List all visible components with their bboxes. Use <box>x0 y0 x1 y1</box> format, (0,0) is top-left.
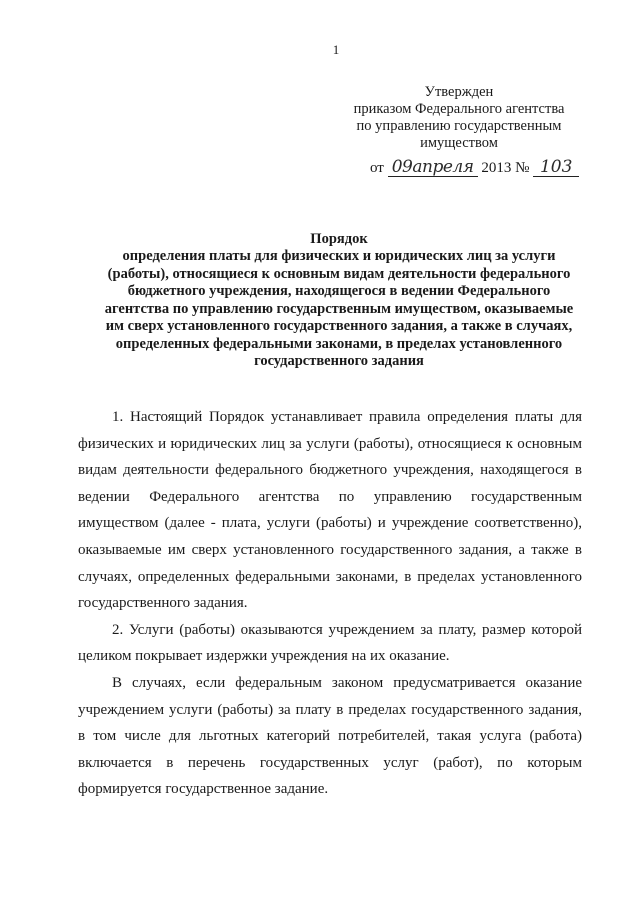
text-line: имуществом (далее - плата, услуги (работы) и учреждение соответственно), <box>78 515 582 532</box>
text-line: государственного задания. <box>78 595 248 612</box>
text-line: физических и юридических лиц за услуги (работы), относящиеся к основным <box>78 435 582 452</box>
text-line: видам деятельности федерального бюджетного учреждения, находящегося в <box>78 462 582 479</box>
document-subtitle <box>78 248 600 371</box>
text-line: 1. Настоящий Порядок устанавливает правила определения платы для <box>112 409 582 425</box>
page-number: 1 <box>332 42 340 57</box>
subtitle-line: агентства по управлению государственным имуществом, оказываемые <box>104 300 574 317</box>
approval-line: приказом Федерального агентства <box>353 101 565 117</box>
paragraph-1 <box>78 404 582 617</box>
subtitle-line: определенных федеральными законами, в пределах установленного <box>115 335 563 352</box>
approval-line: Утвержден <box>424 84 494 100</box>
subtitle-line: бюджетного учреждения, находящегося в ведении Федерального <box>127 283 551 299</box>
approval-block <box>330 84 588 152</box>
order-year-number-label: 2013 № <box>481 160 530 176</box>
text-line: учреждением услуги (работы) за плату в пределах государственного задания, <box>78 701 582 718</box>
approval-line: по управлению государственным <box>356 118 562 134</box>
subtitle-line: (работы), относящиеся к основным видам деятельности федерального <box>107 265 571 282</box>
text-line: случаях, определенных федеральными законами, в пределах установленного <box>78 568 582 585</box>
text-line: в том числе для льготных категорий потребителей, такая услуга (работа) <box>78 728 582 745</box>
text-line: оказываемые им сверх установленного государственного задания, а также в <box>78 541 582 558</box>
text-line: целиком покрывает издержки учреждения на их оказание. <box>78 648 450 665</box>
subtitle-line: определения платы для физических и юридических лиц за услуги <box>122 248 556 264</box>
handwritten-date: 09апреля <box>388 158 478 177</box>
date-prefix: от <box>370 160 384 176</box>
text-line: формируется государственное задание. <box>78 781 329 798</box>
document-title: Порядок <box>310 231 368 247</box>
paragraph-3 <box>78 670 582 803</box>
subtitle-line: государственного задания <box>254 353 424 369</box>
subtitle-line: им сверх установленного государственного задания, а также в случаях, <box>105 318 573 334</box>
text-line: 2. Услуги (работы) оказываются учреждением за плату, размер которой <box>112 621 582 638</box>
paragraph-2 <box>78 617 582 670</box>
handwritten-order-number: 103 <box>533 158 579 177</box>
document-body <box>78 404 582 803</box>
text-line: В случаях, если федеральным законом предусматривается оказание <box>112 674 582 691</box>
approval-line: имуществом <box>420 135 498 151</box>
text-line: ведении Федерального агентства по управлению государственным <box>78 488 582 505</box>
text-line: включается в перечень государственных услуг (работ), по которым <box>78 754 582 771</box>
order-date-line <box>370 158 579 177</box>
